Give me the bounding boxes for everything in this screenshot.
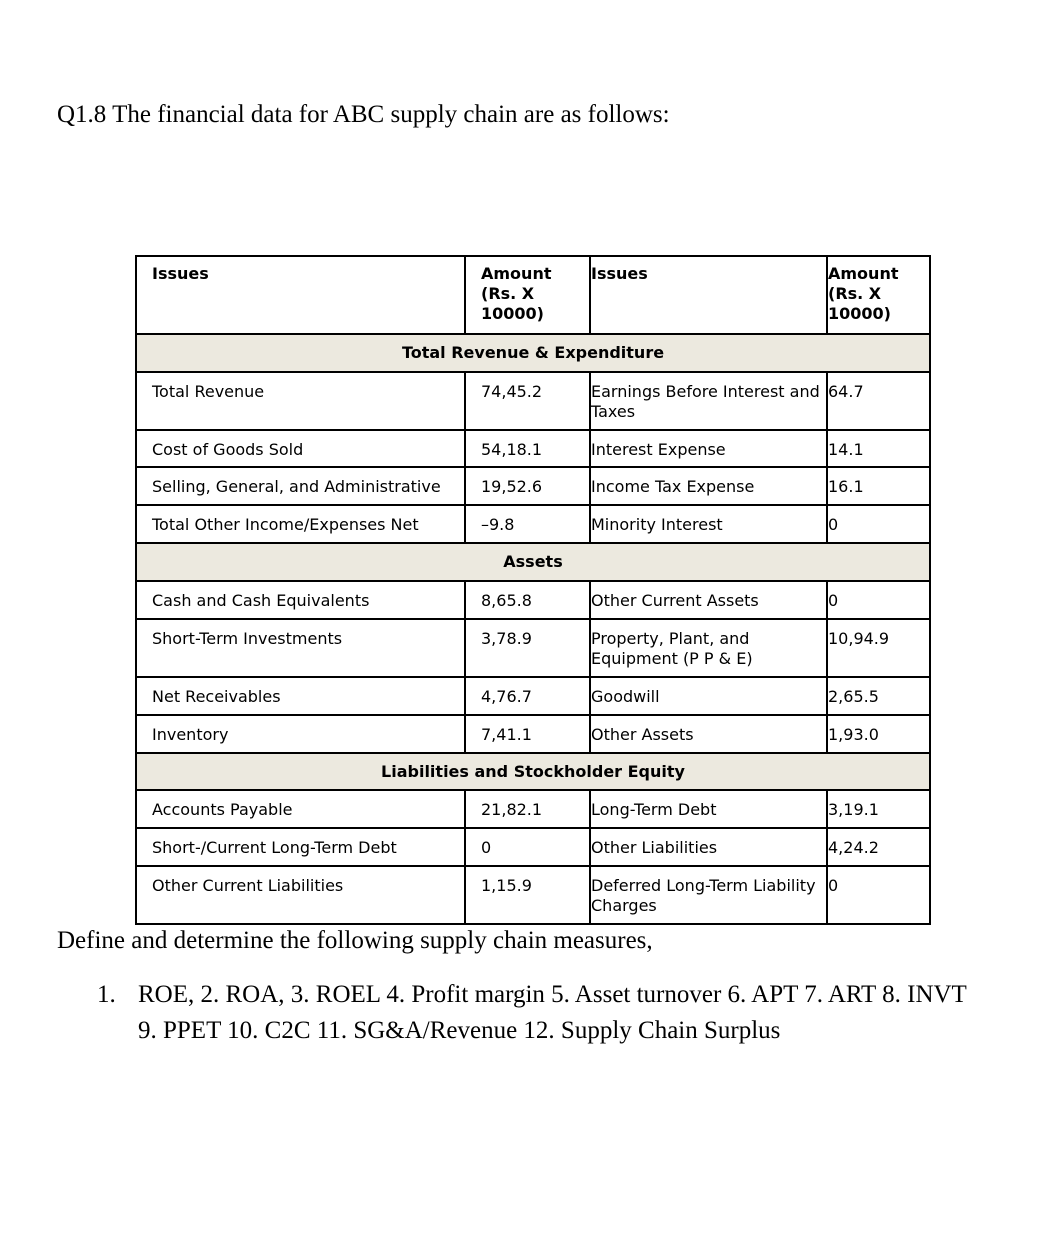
financial-data-table bbox=[135, 255, 931, 925]
row-amount: 54,18.1 bbox=[465, 430, 590, 467]
row-amount: 74,45.2 bbox=[465, 372, 590, 430]
row-label: Income Tax Expense bbox=[590, 467, 827, 505]
row-label: Property, Plant, and Equipment (P P & E) bbox=[590, 619, 827, 677]
row-label: Cash and Cash Equivalents bbox=[136, 581, 465, 619]
row-amount: –9.8 bbox=[465, 505, 590, 543]
row-amount: 3,78.9 bbox=[465, 619, 590, 677]
row-amount: 19,52.6 bbox=[465, 467, 590, 505]
table-row bbox=[136, 866, 930, 924]
row-label: Other Current Liabilities bbox=[136, 866, 465, 924]
section-header-row bbox=[136, 334, 930, 372]
row-label: Total Revenue bbox=[136, 372, 465, 430]
row-label: Accounts Payable bbox=[136, 790, 465, 828]
row-amount: 64.7 bbox=[827, 372, 930, 430]
row-label: Short-/Current Long-Term Debt bbox=[136, 828, 465, 866]
row-label: Interest Expense bbox=[590, 430, 827, 467]
row-label: Earnings Before Interest and Taxes bbox=[590, 372, 827, 430]
row-amount: 0 bbox=[827, 866, 930, 924]
row-label: Deferred Long-Term Liability Charges bbox=[590, 866, 827, 924]
row-amount: 4,24.2 bbox=[827, 828, 930, 866]
row-label: Other Assets bbox=[590, 715, 827, 753]
row-amount: 3,19.1 bbox=[827, 790, 930, 828]
section-header-row bbox=[136, 543, 930, 581]
row-label: Total Other Income/Expenses Net bbox=[136, 505, 465, 543]
row-amount: 4,76.7 bbox=[465, 677, 590, 715]
row-label: Minority Interest bbox=[590, 505, 827, 543]
row-label: Long-Term Debt bbox=[590, 790, 827, 828]
measures-list bbox=[97, 977, 987, 1049]
table-row bbox=[136, 828, 930, 866]
section-title-liabilities: Liabilities and Stockholder Equity bbox=[136, 753, 930, 790]
row-label: Goodwill bbox=[590, 677, 827, 715]
row-label: Other Liabilities bbox=[590, 828, 827, 866]
row-label: Selling, General, and Administrative bbox=[136, 467, 465, 505]
table-row bbox=[136, 677, 930, 715]
row-amount: 7,41.1 bbox=[465, 715, 590, 753]
table-header-row bbox=[136, 256, 930, 334]
section-header-row bbox=[136, 753, 930, 790]
header-issues-right: Issues bbox=[590, 256, 827, 334]
row-amount: 10,94.9 bbox=[827, 619, 930, 677]
table-row bbox=[136, 505, 930, 543]
question-text: Q1.8 The financial data for ABC supply chain are as follows: bbox=[57, 101, 670, 128]
row-amount: 0 bbox=[827, 505, 930, 543]
header-issues-left: Issues bbox=[136, 256, 465, 334]
row-label: Inventory bbox=[136, 715, 465, 753]
table-row bbox=[136, 619, 930, 677]
row-amount: 1,93.0 bbox=[827, 715, 930, 753]
table-row bbox=[136, 467, 930, 505]
row-label: Net Receivables bbox=[136, 677, 465, 715]
row-amount: 0 bbox=[827, 581, 930, 619]
table-row bbox=[136, 581, 930, 619]
row-amount: 14.1 bbox=[827, 430, 930, 467]
table-row bbox=[136, 715, 930, 753]
section-title-revenue: Total Revenue & Expenditure bbox=[136, 334, 930, 372]
table-row bbox=[136, 790, 930, 828]
section-title-assets: Assets bbox=[136, 543, 930, 581]
table-row bbox=[136, 430, 930, 467]
row-label: Short-Term Investments bbox=[136, 619, 465, 677]
row-amount: 0 bbox=[465, 828, 590, 866]
header-amount-right: Amount (Rs. X 10000) bbox=[827, 256, 930, 334]
define-instruction: Define and determine the following supply chain measures, bbox=[57, 927, 653, 954]
row-amount: 16.1 bbox=[827, 467, 930, 505]
row-amount: 2,65.5 bbox=[827, 677, 930, 715]
table-row bbox=[136, 372, 930, 430]
row-amount: 21,82.1 bbox=[465, 790, 590, 828]
measures-text: ROE, 2. ROA, 3. ROEL 4. Profit margin 5. Asset turnover 6. APT 7. ART 8. INVT 9. PPET 10. C2C 11. SG&A/Revenue 12. Supply Chain Surplus bbox=[138, 981, 967, 1044]
list-number: 1. bbox=[97, 981, 116, 1008]
row-label: Cost of Goods Sold bbox=[136, 430, 465, 467]
header-amount-left: Amount (Rs. X 10000) bbox=[465, 256, 590, 334]
row-amount: 8,65.8 bbox=[465, 581, 590, 619]
row-label: Other Current Assets bbox=[590, 581, 827, 619]
row-amount: 1,15.9 bbox=[465, 866, 590, 924]
